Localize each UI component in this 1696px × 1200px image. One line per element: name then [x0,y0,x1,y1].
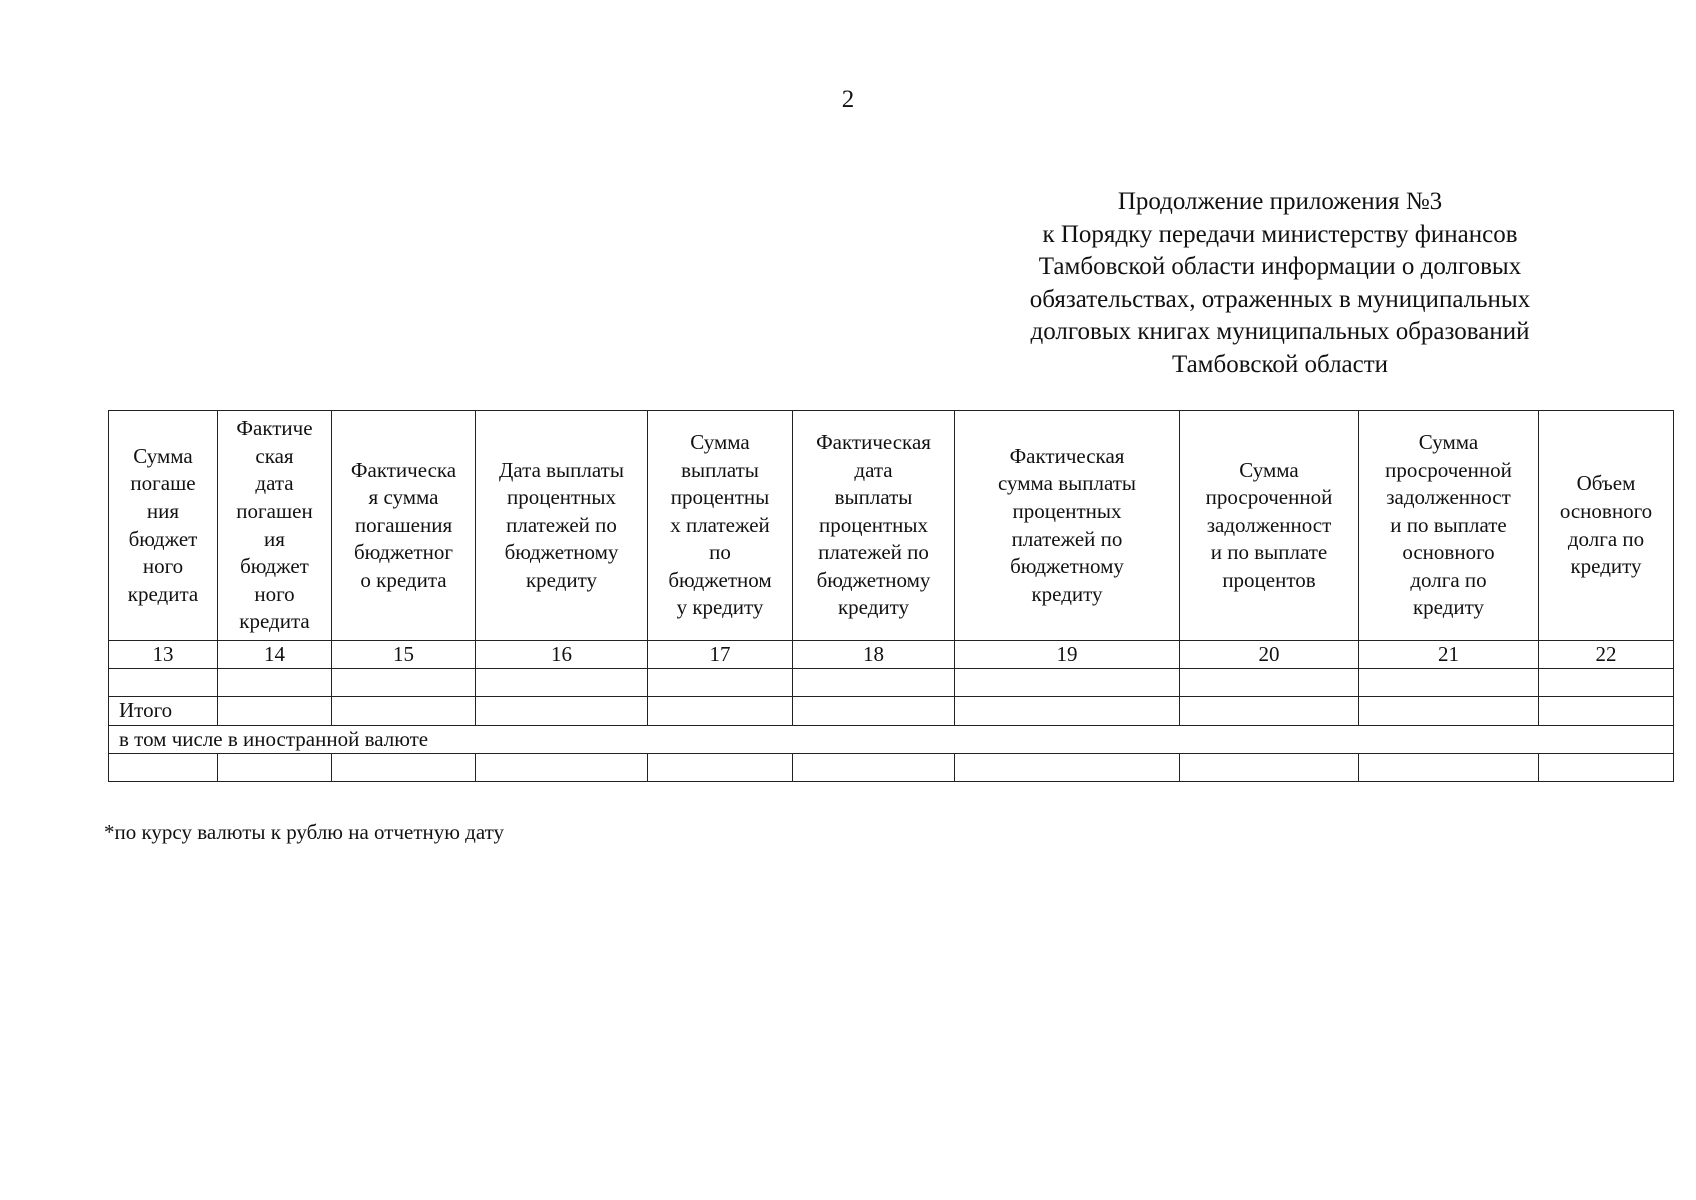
empty-cell [109,754,218,782]
column-header-line: основного [1559,498,1653,523]
foreign-currency-row [109,725,1674,754]
header-line: Тамбовской области информации о долговых [1038,253,1522,280]
column-number: 21 [1359,641,1539,669]
column-header-line: дата [255,471,294,496]
column-number: 16 [476,641,648,669]
column-header [218,411,332,641]
column-number: 17 [648,641,793,669]
column-header-line: у кредиту [676,595,764,620]
column-header-line: и по выплате [1390,512,1507,537]
column-header-line: кредиту [1412,595,1485,620]
column-header [476,411,648,641]
column-header-line: ного [142,554,184,579]
column-header-line: бюджетному [1010,554,1124,579]
column-header [109,411,218,641]
empty-cell [1180,697,1359,726]
column-header-line: ская [255,443,294,468]
empty-cell [218,754,332,782]
column-header-line: кредита [239,609,310,634]
column-header-line: ния [146,498,180,523]
column-header-line: погашен [236,498,313,523]
empty-cell [793,697,955,726]
empty-cell [1539,754,1674,782]
header-line: Продолжение приложения №3 [1117,188,1443,215]
total-row [109,697,1674,726]
column-header-line: Фактическа [350,457,457,482]
empty-cell [476,697,648,726]
empty-cell [955,697,1180,726]
column-header-line: Фактическая [816,429,931,454]
empty-cell [648,697,793,726]
empty-cell [648,754,793,782]
column-header [793,411,955,641]
header-line: Тамбовской области [1171,350,1389,378]
column-header-line: кредита [127,581,199,606]
foreign-currency-label: в том числе в иностранной валюте [109,725,1674,754]
column-header-line: бюджетног [353,540,454,565]
column-header-line: ия [264,526,285,551]
empty-cell [793,754,955,782]
column-header-line: сумма выплаты [997,471,1137,496]
column-header-line: выплаты [834,485,913,510]
column-header-line: кредиту [1031,581,1103,606]
empty-cell [476,754,648,782]
column-header-line: бюджет [240,554,309,579]
empty-cell [1359,754,1539,782]
column-header-line: платежей по [506,512,617,537]
column-header-line: бюджет [128,526,198,551]
column-number: 19 [955,641,1180,669]
header-line: к Порядку передачи министерству финансов [1042,220,1518,248]
column-header-line: задолженност [1386,485,1511,510]
column-number: 20 [1180,641,1359,669]
column-header [1359,411,1539,641]
column-header-line: бюджетному [816,567,931,592]
empty-cell [1539,669,1674,697]
empty-cell [476,669,648,697]
column-header-line: основного [1402,540,1495,565]
column-header-line: Объем [1576,471,1636,496]
column-header-line: Фактиче [236,416,313,441]
column-header [1539,411,1674,641]
empty-cell [218,669,332,697]
column-header-line: задолженност [1206,512,1332,537]
column-header-line: Сумма [1418,429,1479,454]
column-header-line: долга по [1567,526,1645,551]
column-number: 14 [218,641,332,669]
appendix-header [960,186,1600,381]
header-line: долговых книгах муниципальных образований [1030,318,1530,345]
column-header-line: погашения [354,512,453,537]
page-number: 2 [841,86,855,113]
total-label: Итого [109,697,218,726]
column-header-line: Дата выплаты [499,457,624,482]
column-header-line: бюджетном [668,567,772,592]
column-header-line: процентов [1222,567,1316,592]
column-number: 18 [793,641,955,669]
empty-cell [648,669,793,697]
column-header [332,411,476,641]
column-number: 13 [109,641,218,669]
column-header-line: платежей по [1011,526,1123,551]
column-header [1180,411,1359,641]
empty-cell [1180,669,1359,697]
header-line: обязательствах, отраженных в муниципальных [1029,285,1531,313]
column-header-line: платежей по [818,540,929,565]
column-header-line: кредиту [837,595,910,620]
column-header-line: процентных [1012,498,1122,523]
header-row [109,411,1674,641]
empty-cell [218,697,332,726]
column-header-line: кредиту [525,567,598,592]
empty-cell [1180,754,1359,782]
blank-row [109,754,1674,782]
column-number: 15 [332,641,476,669]
footnote: *по курсу валюты к рублю на отчетную дату [104,820,505,844]
empty-cell [332,697,476,726]
column-header-line: я сумма [368,485,439,510]
column-header [955,411,1180,641]
column-header-line: погаше [130,471,196,496]
column-header-line: процентных [818,512,929,537]
empty-cell [332,754,476,782]
column-header-line: долга по [1410,567,1487,592]
column-header-line: о кредита [360,567,447,592]
column-header-line: Фактическая [1009,443,1125,468]
column-number-row [109,641,1674,669]
column-header-line: Сумма [1239,457,1299,482]
column-header-line: процентны [670,485,770,510]
column-header-line: бюджетному [504,540,619,565]
empty-cell [1359,669,1539,697]
column-header-line: дата [854,457,893,482]
column-header-line: х платежей [670,512,770,537]
column-number: 22 [1539,641,1674,669]
blank-row [109,669,1674,697]
column-header-line: Сумма [690,429,750,454]
column-header-line: процентных [506,485,617,510]
column-header-line: кредиту [1570,554,1642,579]
empty-cell [332,669,476,697]
debt-table [108,410,1674,782]
column-header [648,411,793,641]
column-header-line: выплаты [681,457,759,482]
column-header-line: просроченной [1205,485,1333,510]
column-header-line: по [709,540,731,565]
column-header-line: ного [254,581,295,606]
empty-cell [793,669,955,697]
column-header-line: и по выплате [1210,540,1328,565]
empty-cell [109,669,218,697]
empty-cell [1539,697,1674,726]
column-header-line: просроченной [1385,457,1512,482]
empty-cell [955,669,1180,697]
column-header-line: Сумма [133,443,193,468]
empty-cell [1359,697,1539,726]
empty-cell [955,754,1180,782]
